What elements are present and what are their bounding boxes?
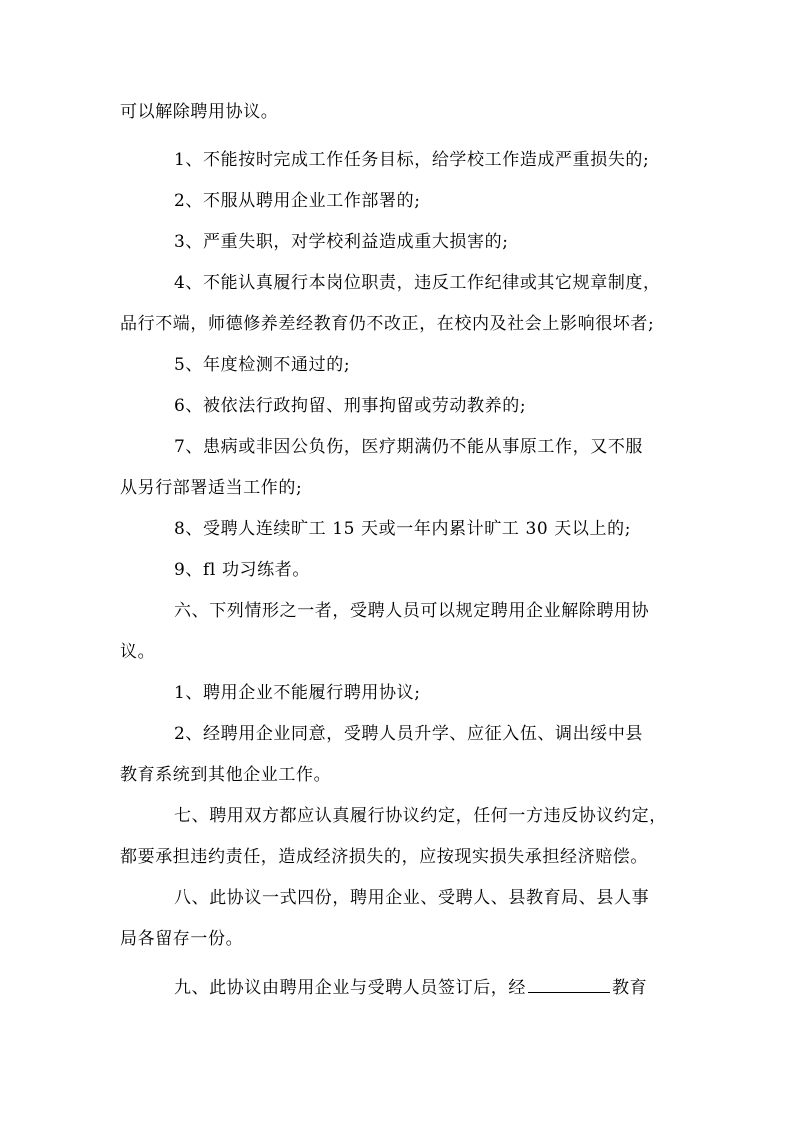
list-item: 3、严重失职，对学校利益造成重大损害的; [174, 232, 509, 252]
section-heading-line: 七、聘用双方都应认真履行协议约定，任何一方违反协议约定， [174, 806, 667, 826]
paragraph-line: 从另行部署适当工作的; [120, 478, 303, 498]
paragraph-line: 议。 [120, 642, 156, 662]
list-item: 7、患病或非因公负伤，医疗期满仍不能从事原工作，又不服 [174, 437, 644, 457]
paragraph-line: 局各留存一份。 [120, 929, 244, 949]
paragraph-line: 可以解除聘用协议。 [120, 102, 279, 122]
list-item: 1、聘用企业不能履行聘用协议; [174, 683, 421, 703]
list-item: 9、fl 功习练者。 [174, 560, 310, 580]
list-item: 4、不能认真履行本岗位职责，违反工作纪律或其它规章制度， [174, 273, 661, 293]
line-text-before-blank: 九、此协议由聘用企业与受聘人员签订后，经 [174, 978, 526, 998]
list-item: 1、不能按时完成工作任务目标，给学校工作造成严重损失的; [174, 150, 650, 170]
section-heading-line: 六、下列情形之一者，受聘人员可以规定聘用企业解除聘用协 [174, 601, 650, 621]
list-item: 5、年度检测不通过的; [174, 355, 351, 375]
list-item: 6、被依法行政拘留、刑事拘留或劳动教养的; [174, 396, 527, 416]
list-item: 8、受聘人连续旷工 15 天或一年内累计旷工 30 天以上的; [174, 519, 632, 539]
paragraph-line: 都要承担违约责任，造成经济损失的，应按现实损失承担经济赔偿。 [120, 847, 648, 867]
paragraph-line: 品行不端，师德修养差经教育仍不改正，在校内及社会上影响很坏者; [120, 314, 655, 334]
line-text-after-blank: 教育 [612, 978, 648, 998]
list-item: 2、经聘用企业同意，受聘人员升学、应征入伍、调出绥中县 [174, 724, 644, 744]
section-heading-line [174, 974, 680, 1000]
paragraph-line: 教育系统到其他企业工作。 [120, 765, 332, 785]
section-heading-line: 八、此协议一式四份，聘用企业、受聘人、县教育局、县人事 [174, 888, 650, 908]
list-item: 2、不服从聘用企业工作部署的; [174, 191, 421, 211]
fill-in-blank [528, 974, 610, 993]
